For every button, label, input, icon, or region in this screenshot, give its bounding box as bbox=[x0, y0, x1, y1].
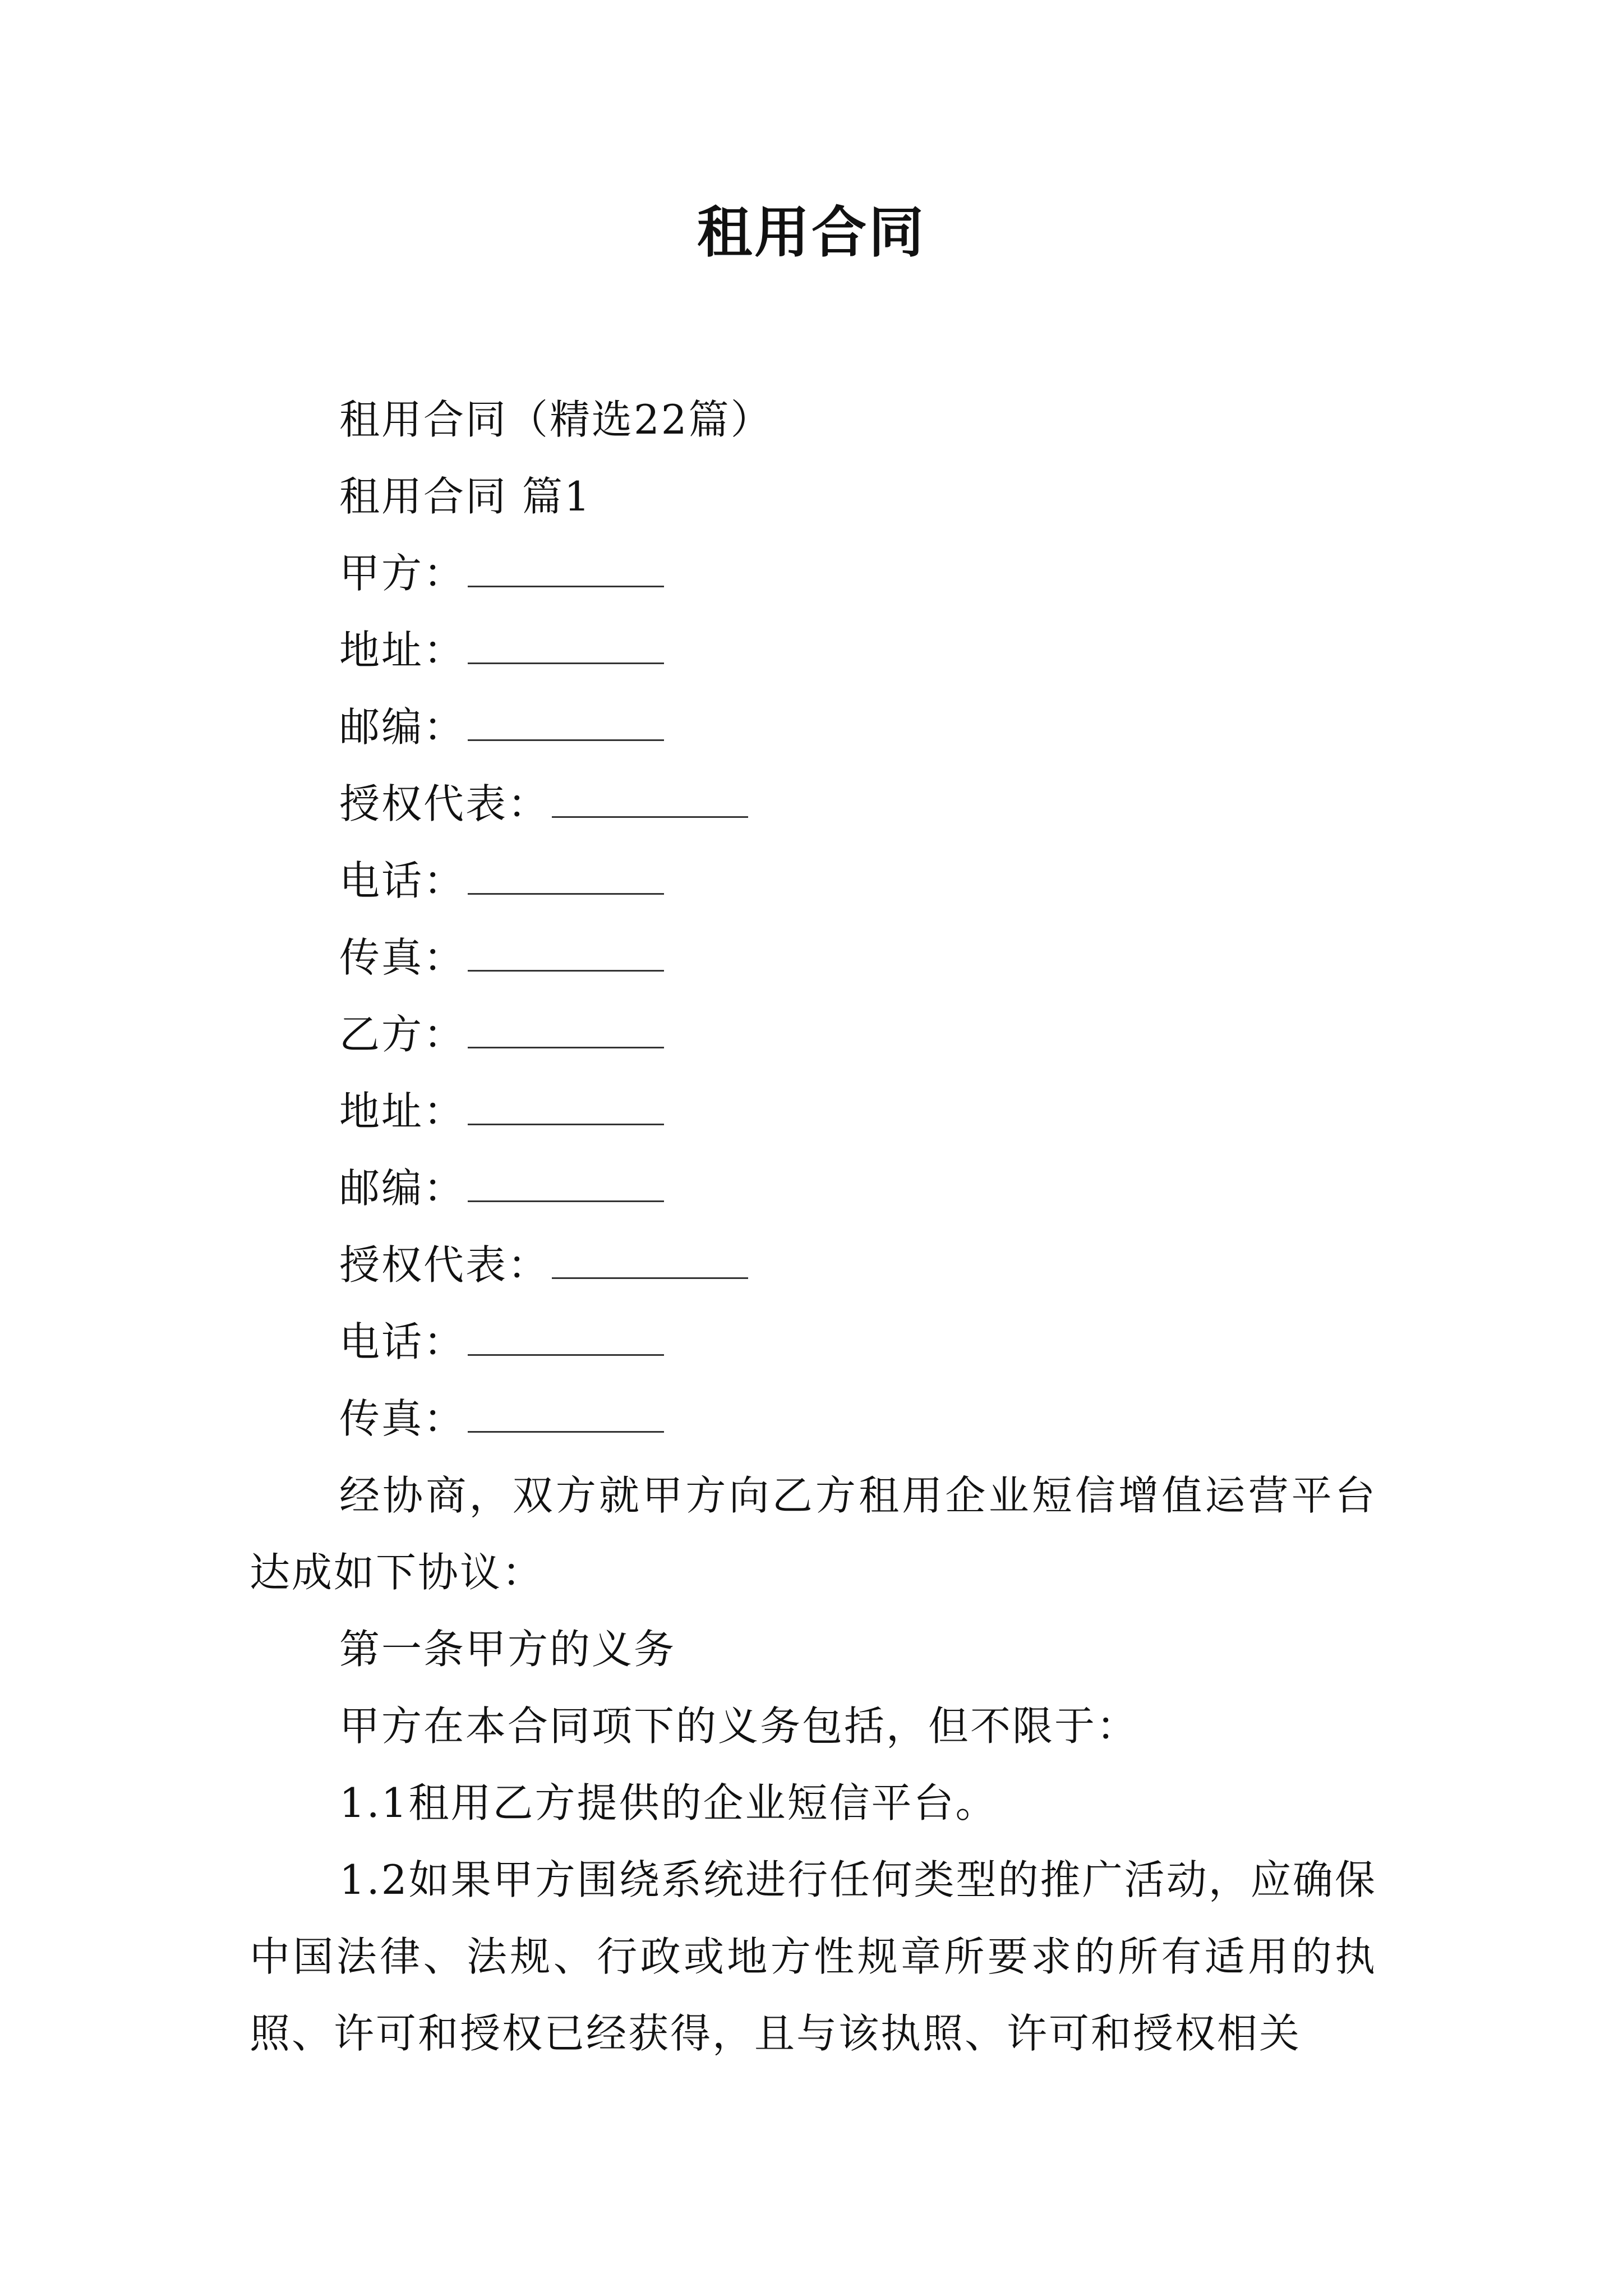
party-a-fax-row bbox=[250, 919, 1377, 996]
party-b-block bbox=[250, 996, 1377, 1457]
document-subtitle: 租用合同（精选22篇） bbox=[339, 396, 773, 443]
party-a-representative-row bbox=[250, 766, 1377, 843]
article-1-heading: 第一条甲方的义务 bbox=[339, 1626, 676, 1673]
party-a-address-row bbox=[250, 612, 1377, 689]
field-label: 传真： bbox=[339, 934, 466, 981]
fill-in-blank bbox=[468, 1012, 664, 1048]
party-b-address-row bbox=[250, 1073, 1377, 1150]
field-label: 电话： bbox=[339, 857, 466, 904]
article-1-lead: 甲方在本合同项下的义务包括，但不限于： bbox=[339, 1703, 1139, 1750]
party-b-postcode-row bbox=[250, 1150, 1377, 1227]
party-b-name-row bbox=[250, 996, 1377, 1073]
field-label: 乙方： bbox=[339, 1011, 466, 1058]
fill-in-blank bbox=[468, 1396, 664, 1433]
party-b-phone-row bbox=[250, 1304, 1377, 1381]
party-a-phone-row bbox=[250, 843, 1377, 919]
party-a-postcode-row bbox=[250, 689, 1377, 766]
party-b-fax-row bbox=[250, 1381, 1377, 1457]
party-b-representative-row bbox=[250, 1227, 1377, 1304]
fill-in-blank bbox=[468, 1166, 664, 1202]
document-title: 租用合同 bbox=[697, 201, 926, 265]
field-label: 邮编： bbox=[339, 703, 466, 751]
party-a-block bbox=[250, 535, 1377, 996]
clause-1-2: 1.2如果甲方围绕系统进行任何类型的推广活动，应确保中国法律、法规、行政或地方性规章所要求的所有适用的执照、许可和授权已经获得，且与该执照、许可和授权相关 bbox=[250, 1856, 1377, 2057]
intro-paragraph: 经协商，双方就甲方向乙方租用企业短信增值运营平台达成如下协议： bbox=[250, 1472, 1377, 1596]
field-label: 传真： bbox=[339, 1395, 466, 1442]
field-label: 授权代表： bbox=[339, 1241, 550, 1289]
field-label: 地址： bbox=[339, 1088, 466, 1135]
fill-in-blank bbox=[552, 1243, 748, 1279]
party-a-name-row bbox=[250, 535, 1377, 612]
fill-in-blank bbox=[468, 628, 664, 664]
field-label: 甲方： bbox=[339, 550, 466, 597]
field-label: 邮编： bbox=[339, 1165, 466, 1212]
field-label: 地址： bbox=[339, 627, 466, 674]
fill-in-blank bbox=[468, 551, 664, 587]
fill-in-blank bbox=[468, 858, 664, 895]
fill-in-blank bbox=[468, 935, 664, 972]
fill-in-blank bbox=[468, 705, 664, 741]
field-label: 电话： bbox=[339, 1318, 466, 1365]
fill-in-blank bbox=[468, 1319, 664, 1356]
fill-in-blank bbox=[468, 1089, 664, 1125]
fill-in-blank bbox=[552, 781, 748, 818]
clause-1-1: 1.1租用乙方提供的企业短信平台。 bbox=[339, 1779, 998, 1826]
section-heading: 租用合同 篇1 bbox=[339, 473, 592, 520]
document-body bbox=[250, 381, 1377, 2072]
field-label: 授权代表： bbox=[339, 780, 550, 827]
